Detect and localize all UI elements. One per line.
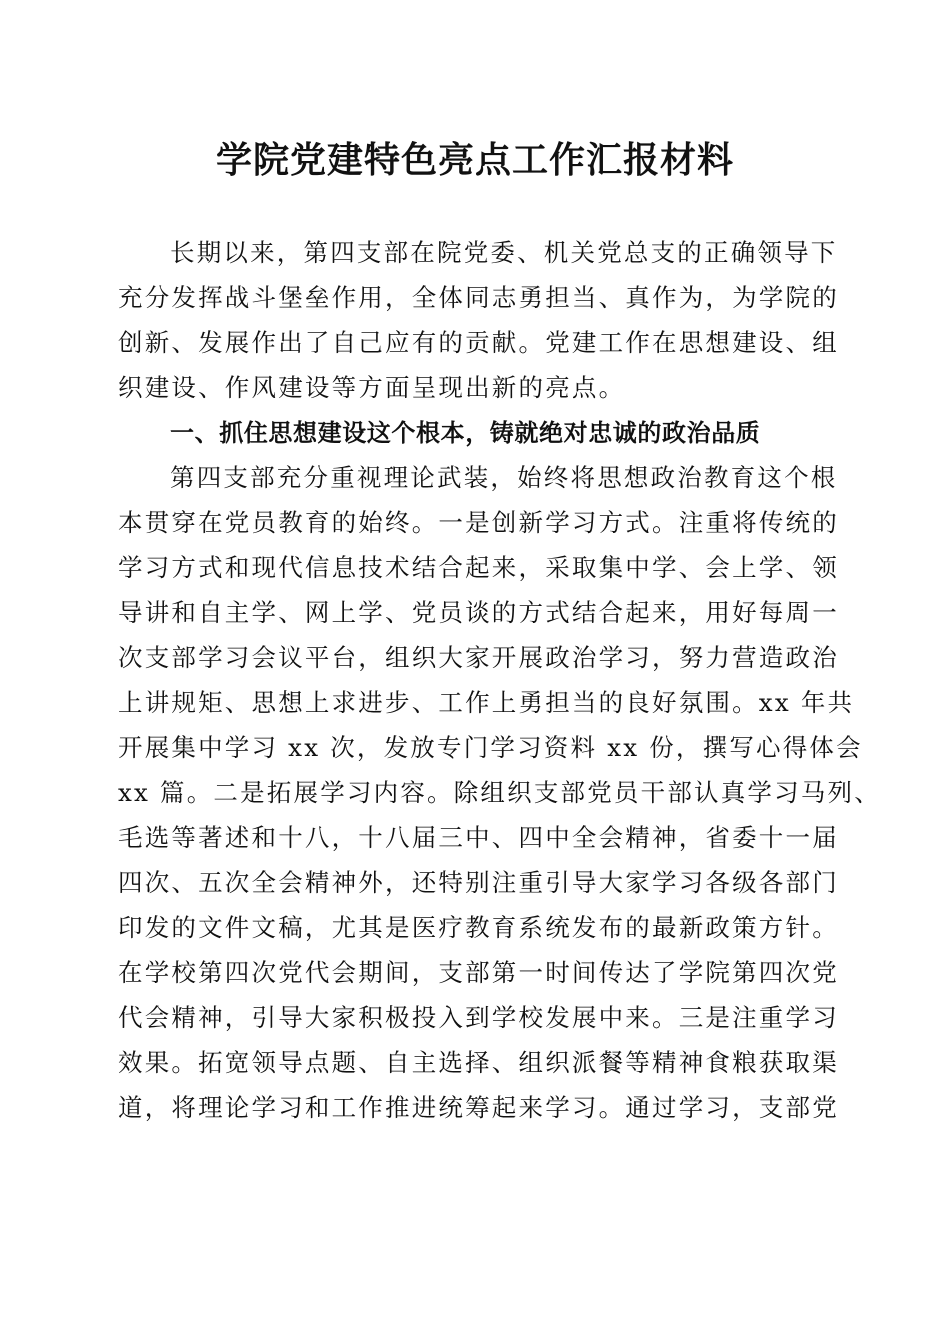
body-line: 上讲规矩、思想上求进步、工作上勇担当的良好氛围。xx 年共 [118, 688, 855, 717]
body-line: 印发的文件文稿，尤其是医疗教育系统发布的最新政策方针。 [118, 913, 839, 942]
document-title: 学院党建特色亮点工作汇报材料 [215, 139, 734, 181]
intro-line: 长期以来，第四支部在院党委、机关党总支的正确领导下 [170, 238, 838, 267]
body-line: 开展集中学习 xx 次，发放专门学习资料 xx 份，撰写心得体会 [118, 733, 863, 762]
body-line: 学习方式和现代信息技术结合起来，采取集中学、会上学、领 [118, 553, 839, 582]
body-line: 导讲和自主学、网上学、党员谈的方式结合起来，用好每周一 [118, 598, 839, 627]
body-line: 本贯穿在党员教育的始终。一是创新学习方式。注重将传统的 [118, 508, 839, 537]
intro-line: 创新、发展作出了自己应有的贡献。党建工作在思想建设、组 [118, 328, 839, 357]
intro-line: 织建设、作风建设等方面呈现出新的亮点。 [118, 373, 626, 402]
body-line: 效果。拓宽领导点题、自主选择、组织派餐等精神食粮获取渠 [118, 1048, 839, 1077]
body-line: 四次、五次全会精神外，还特别注重引导大家学习各级各部门 [118, 868, 839, 897]
body-line: 毛选等著述和十八，十八届三中、四中全会精神，省委十一届 [118, 823, 839, 852]
intro-line: 充分发挥战斗堡垒作用，全体同志勇担当、真作为，为学院的 [118, 283, 839, 312]
body-line: xx 篇。二是拓展学习内容。除组织支部党员干部认真学习马列、 [118, 778, 881, 807]
body-line: 次支部学习会议平台，组织大家开展政治学习，努力营造政治 [118, 643, 839, 672]
body-line: 在学校第四次党代会期间，支部第一时间传达了学院第四次党 [118, 958, 839, 987]
body-line: 第四支部充分重视理论武装，始终将思想政治教育这个根 [170, 463, 838, 492]
body-line: 代会精神，引导大家积极投入到学校发展中来。三是注重学习 [118, 1003, 839, 1032]
body-line: 道，将理论学习和工作推进统筹起来学习。通过学习，支部党 [118, 1093, 839, 1122]
section-heading: 一、抓住思想建设这个根本，铸就绝对忠诚的政治品质 [170, 419, 761, 447]
